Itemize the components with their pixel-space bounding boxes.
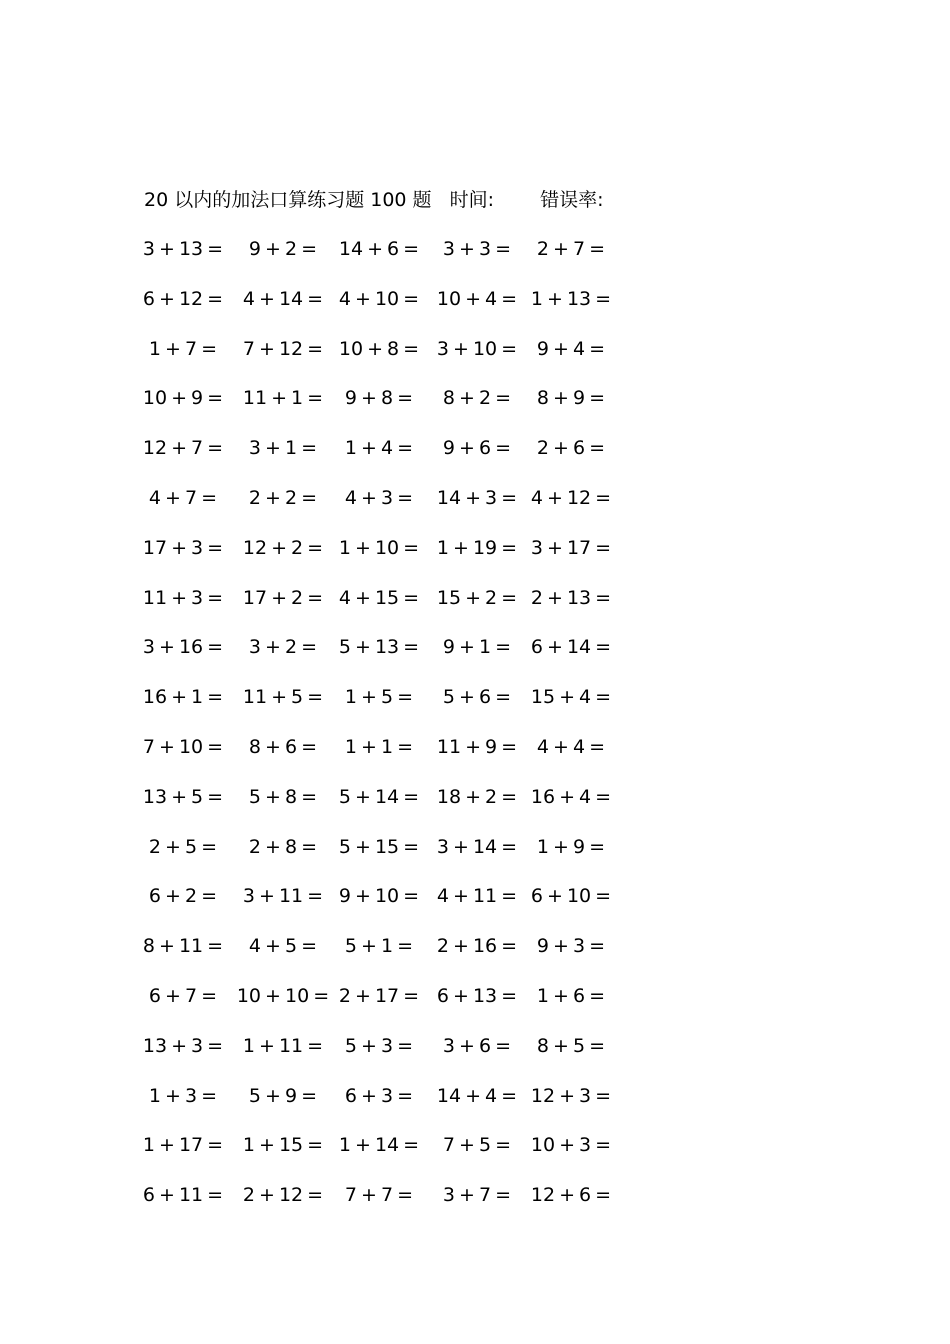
addition-problem: 3 + 1 = [248,437,318,460]
addition-problem: 2 + 6 = [536,437,606,460]
addition-problem: 5 + 3 = [344,1034,414,1057]
addition-problem: 11 + 3 = [142,586,224,609]
addition-problem: 3 + 17 = [530,536,612,559]
addition-problem: 17 + 2 = [242,586,324,609]
addition-problem: 10 + 10 = [236,984,330,1007]
problem-grid [142,236,625,1232]
problem-row [142,236,625,286]
addition-problem: 5 + 1 = [344,935,414,958]
addition-problem: 7 + 12 = [242,337,324,360]
addition-problem: 6 + 11 = [142,1184,224,1207]
addition-problem: 4 + 10 = [338,287,420,310]
error-rate-label: 错误率: [540,189,604,211]
addition-problem: 6 + 7 = [148,984,218,1007]
addition-problem: 16 + 1 = [142,686,224,709]
addition-problem: 14 + 3 = [436,486,518,509]
addition-problem: 1 + 7 = [148,337,218,360]
problem-row [142,634,625,684]
addition-problem: 8 + 5 = [536,1034,606,1057]
addition-problem: 4 + 7 = [148,486,218,509]
addition-problem: 5 + 15 = [338,835,420,858]
addition-problem: 11 + 9 = [436,735,518,758]
addition-problem: 14 + 6 = [338,238,420,260]
addition-problem: 17 + 3 = [142,536,224,559]
time-label: 时间: [449,189,495,211]
addition-problem: 1 + 13 = [530,287,612,310]
addition-problem: 2 + 7 = [536,238,606,260]
addition-problem: 3 + 13 = [142,238,224,260]
addition-problem: 4 + 14 = [242,287,324,310]
addition-problem: 3 + 14 = [436,835,518,858]
addition-problem: 9 + 8 = [344,387,414,410]
addition-problem: 9 + 3 = [536,935,606,958]
problem-row [145,485,625,535]
addition-problem: 8 + 2 = [442,387,512,410]
problem-row [142,1182,625,1232]
addition-problem: 4 + 11 = [436,885,518,908]
addition-problem: 5 + 6 = [442,686,512,709]
addition-problem: 12 + 2 = [242,536,324,559]
problem-row [142,585,625,635]
addition-problem: 10 + 4 = [436,287,518,310]
addition-problem: 9 + 10 = [338,885,420,908]
addition-problem: 10 + 9 = [142,387,224,410]
addition-problem: 11 + 5 = [242,686,324,709]
addition-problem: 1 + 6 = [536,984,606,1007]
addition-problem: 2 + 2 = [248,486,318,509]
addition-problem: 7 + 7 = [344,1184,414,1207]
addition-problem: 7 + 5 = [442,1134,512,1157]
addition-problem: 11 + 1 = [242,387,324,410]
addition-problem: 2 + 13 = [530,586,612,609]
addition-problem: 4 + 5 = [248,935,318,958]
addition-problem: 3 + 2 = [248,636,318,659]
addition-problem: 1 + 9 = [536,835,606,858]
addition-problem: 8 + 9 = [536,387,606,410]
addition-problem: 15 + 2 = [436,586,518,609]
addition-problem: 2 + 5 = [148,835,218,858]
problem-row [142,286,625,336]
problem-row [142,385,625,435]
addition-problem: 4 + 12 = [530,486,612,509]
addition-problem: 15 + 4 = [530,686,612,709]
addition-problem: 3 + 7 = [442,1184,512,1207]
addition-problem: 16 + 4 = [530,785,612,808]
addition-problem: 3 + 16 = [142,636,224,659]
problem-row [142,435,625,485]
addition-problem: 1 + 3 = [148,1084,218,1107]
addition-problem: 1 + 15 = [242,1134,324,1157]
addition-problem: 5 + 14 = [338,785,420,808]
problem-row [145,336,625,386]
addition-problem: 4 + 3 = [344,486,414,509]
problem-row [145,883,625,933]
problem-row [142,684,625,734]
addition-problem: 9 + 1 = [442,636,512,659]
addition-problem: 9 + 4 = [536,337,606,360]
addition-problem: 6 + 10 = [530,885,612,908]
addition-problem: 5 + 8 = [248,785,318,808]
addition-problem: 13 + 3 = [142,1034,224,1057]
worksheet-title: 20 以内的加法口算练习题 100 题 [144,189,432,211]
addition-problem: 9 + 2 = [248,238,318,260]
addition-problem: 1 + 4 = [344,437,414,460]
problem-row [142,784,625,834]
addition-problem: 8 + 11 = [142,935,224,958]
addition-problem: 6 + 3 = [344,1084,414,1107]
addition-problem: 4 + 4 = [536,735,606,758]
problem-row [142,734,625,784]
problem-row [142,933,625,983]
problem-row [142,1033,625,1083]
addition-problem: 1 + 5 = [344,686,414,709]
addition-problem: 8 + 6 = [248,735,318,758]
worksheet-header [144,187,603,213]
addition-problem: 1 + 17 = [142,1134,224,1157]
addition-problem: 6 + 2 = [148,885,218,908]
addition-problem: 13 + 5 = [142,785,224,808]
addition-problem: 1 + 14 = [338,1134,420,1157]
problem-row [145,1083,625,1133]
addition-problem: 12 + 7 = [142,437,224,460]
problem-row [142,535,625,585]
addition-problem: 3 + 11 = [242,885,324,908]
addition-problem: 2 + 16 = [436,935,518,958]
problem-row [145,834,625,884]
addition-problem: 6 + 14 = [530,636,612,659]
addition-problem: 6 + 13 = [436,984,518,1007]
problem-row [145,983,625,1033]
addition-problem: 1 + 1 = [344,735,414,758]
addition-problem: 1 + 10 = [338,536,420,559]
addition-problem: 3 + 10 = [436,337,518,360]
addition-problem: 3 + 3 = [442,238,512,260]
addition-problem: 12 + 3 = [530,1084,612,1107]
addition-problem: 10 + 3 = [530,1134,612,1157]
addition-problem: 12 + 6 = [530,1184,612,1207]
addition-problem: 5 + 9 = [248,1084,318,1107]
addition-problem: 4 + 15 = [338,586,420,609]
addition-problem: 2 + 12 = [242,1184,324,1207]
addition-problem: 6 + 12 = [142,287,224,310]
addition-problem: 5 + 13 = [338,636,420,659]
addition-problem: 3 + 6 = [442,1034,512,1057]
addition-problem: 1 + 19 = [436,536,518,559]
addition-problem: 9 + 6 = [442,437,512,460]
addition-problem: 7 + 10 = [142,735,224,758]
problem-row [142,1132,625,1182]
addition-problem: 2 + 17 = [338,984,420,1007]
addition-problem: 1 + 11 = [242,1034,324,1057]
addition-problem: 10 + 8 = [338,337,420,360]
addition-problem: 18 + 2 = [436,785,518,808]
addition-problem: 14 + 4 = [436,1084,518,1107]
addition-problem: 2 + 8 = [248,835,318,858]
